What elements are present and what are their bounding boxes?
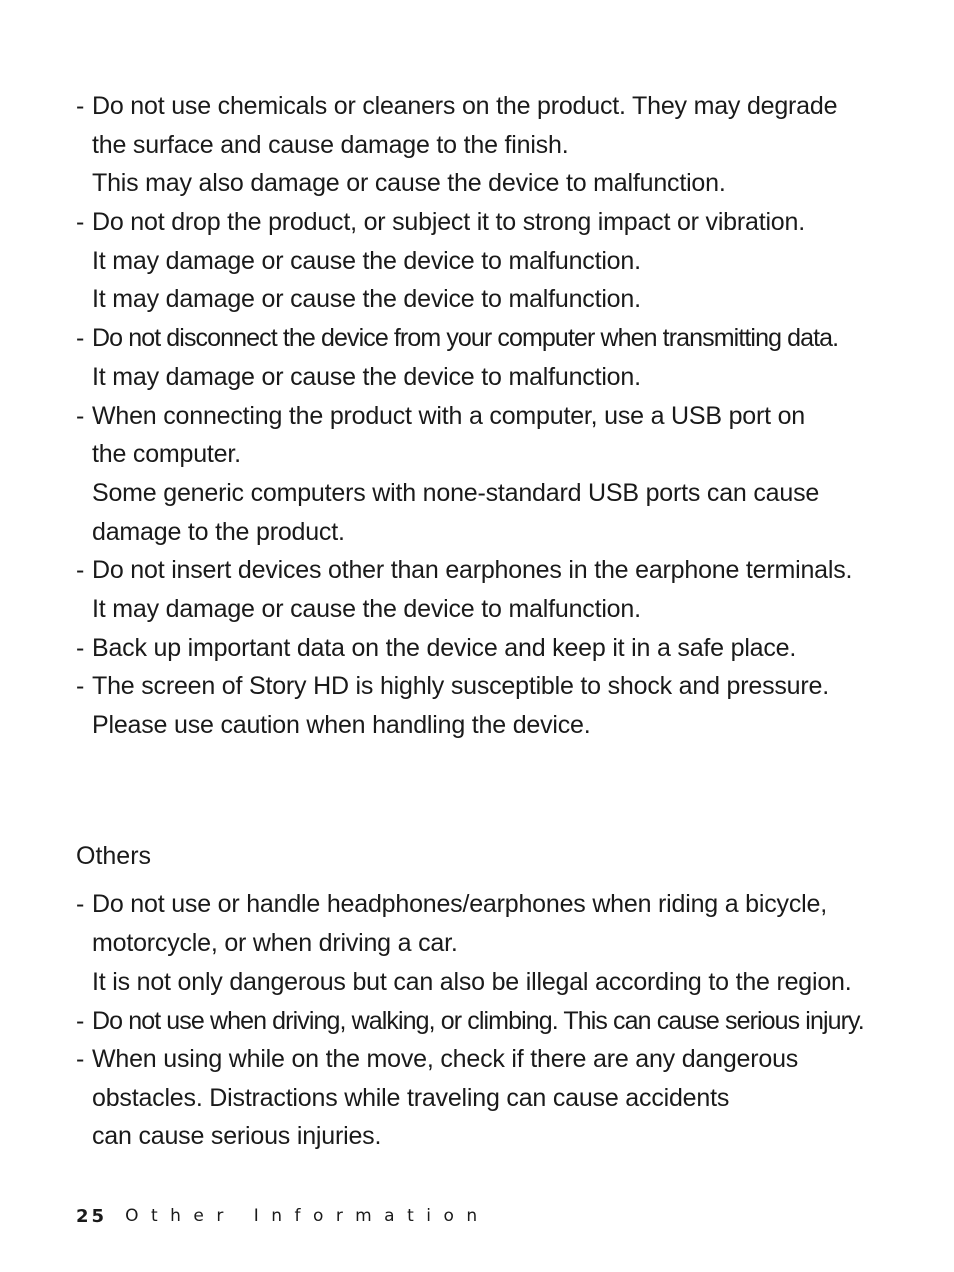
line-text: Back up important data on the device and keep it in a safe place. (92, 634, 797, 662)
bullet-dash: - (76, 1045, 85, 1073)
footer-section-title: Other Information (125, 1206, 490, 1226)
line-text: It may damage or cause the device to malfunction. (92, 247, 641, 275)
line-text: Do not disconnect the device from your computer when transmitting data. (92, 324, 839, 352)
line-text: When using while on the move, check if there are any dangerous (92, 1045, 799, 1073)
bullet-dash: - (76, 402, 85, 430)
bullet-dash: - (76, 634, 85, 662)
line-text: Please use caution when handling the device. (92, 711, 591, 739)
section-heading-others: Others (76, 842, 152, 870)
line-text: Do not use when driving, walking, or climbing. This can cause serious injury. (92, 1007, 864, 1035)
line-text: It may damage or cause the device to malfunction. (92, 363, 641, 391)
page-number: 25 (76, 1205, 108, 1227)
bullet-dash: - (76, 208, 85, 236)
bullet-dash: - (76, 672, 85, 700)
line-text: The screen of Story HD is highly susceptible to shock and pressure. (92, 672, 829, 700)
line-text: Some generic computers with none-standard USB ports can cause (92, 479, 820, 507)
line-text: obstacles. Distractions while traveling can cause accidents (92, 1084, 730, 1112)
line-text: Do not drop the product, or subject it to strong impact or vibration. (92, 208, 805, 236)
line-text: motorcycle, or when driving a car. (92, 929, 458, 957)
line-text: the surface and cause damage to the finish. (92, 131, 569, 159)
bullet-dash: - (76, 556, 85, 584)
line-text: the computer. (92, 440, 241, 468)
bullet-dash: - (76, 324, 84, 352)
line-text: damage to the product. (92, 518, 345, 546)
line-text: It may damage or cause the device to malfunction. (92, 595, 641, 623)
line-text: This may also damage or cause the device to malfunction. (92, 169, 726, 197)
line-text: It is not only dangerous but can also be illegal according to the region. (92, 968, 852, 996)
line-text: Do not use or handle headphones/earphones when riding a bicycle, (92, 890, 827, 918)
line-text: Do not insert devices other than earphones in the earphone terminals. (92, 556, 853, 584)
line-text: can cause serious injuries. (92, 1122, 382, 1150)
page-footer (76, 1204, 490, 1228)
line-text: It may damage or cause the device to malfunction. (92, 285, 641, 313)
line-text: When connecting the product with a computer, use a USB port on (92, 402, 806, 430)
line-text: Do not use chemicals or cleaners on the product. They may degrade (92, 92, 838, 120)
bullet-dash: - (76, 890, 85, 918)
bullet-dash: - (76, 1007, 84, 1035)
bullet-dash: - (76, 92, 85, 120)
